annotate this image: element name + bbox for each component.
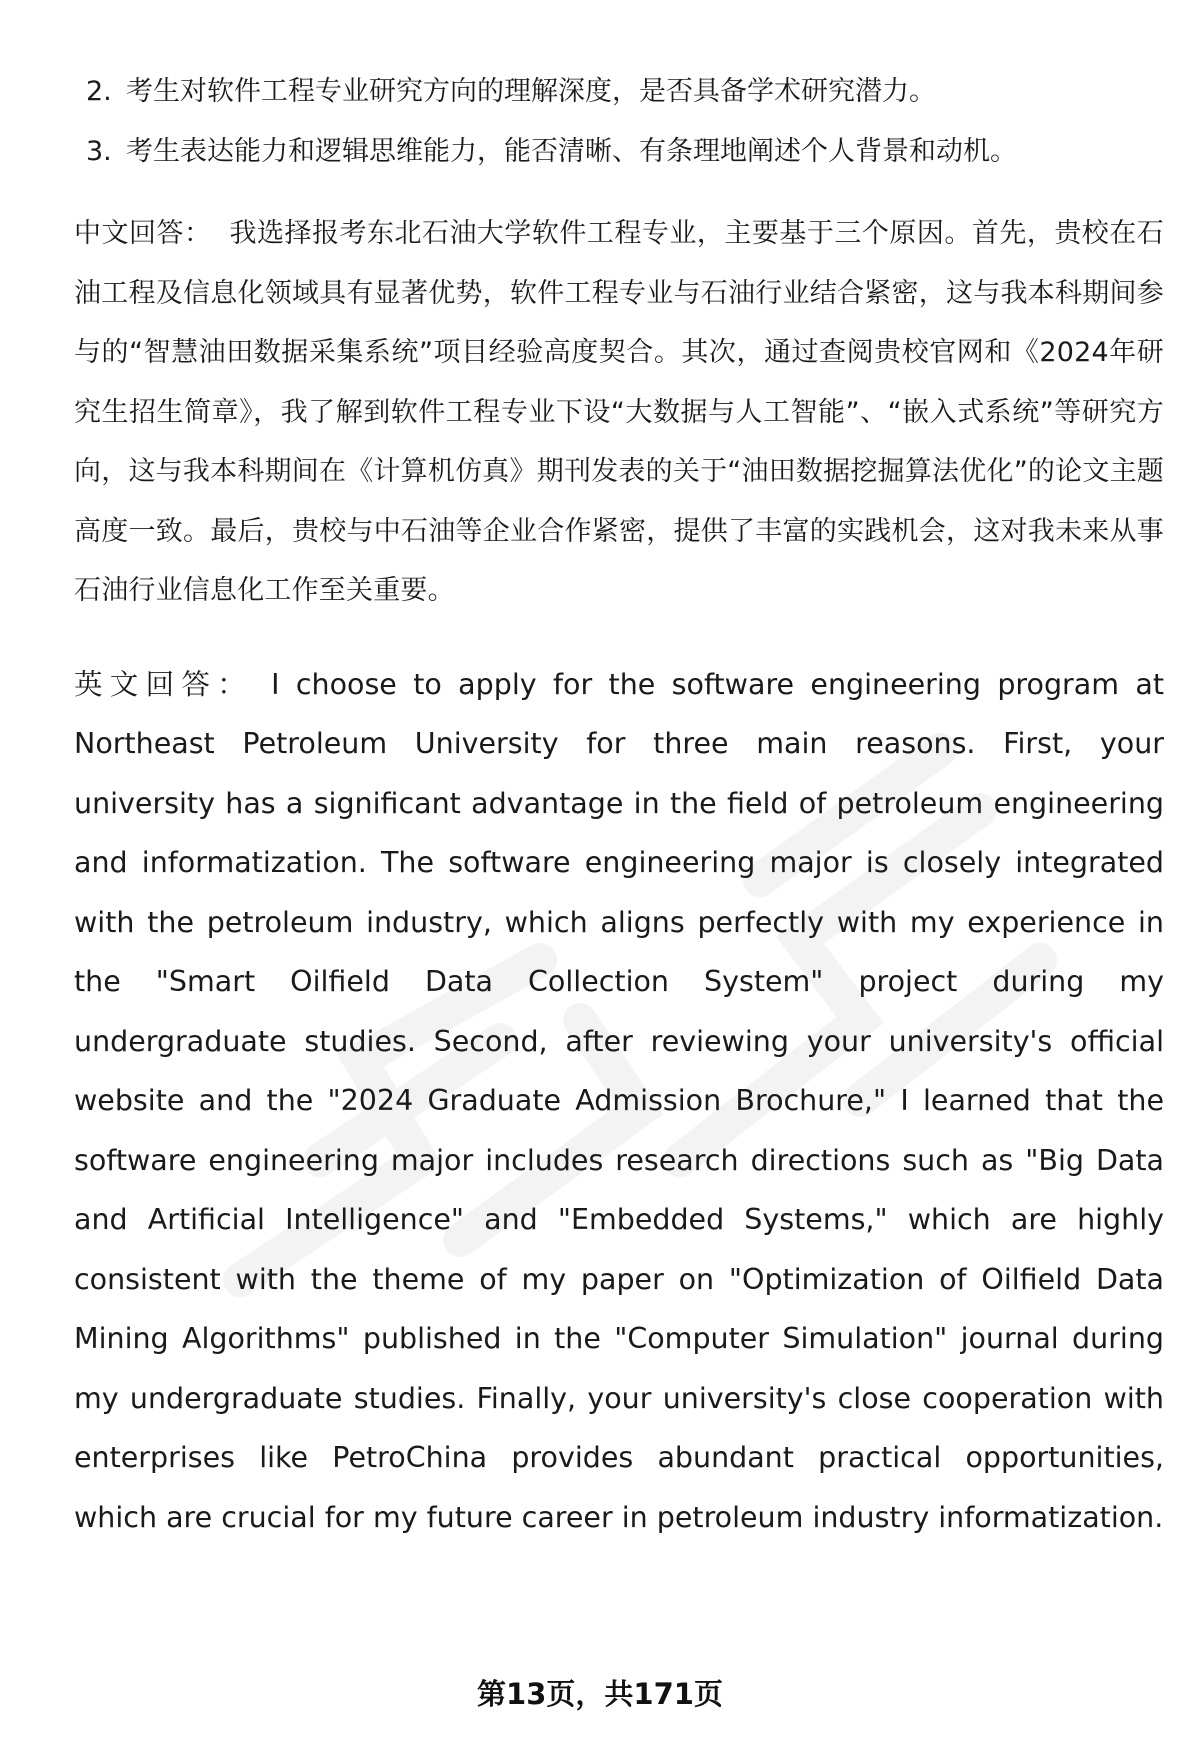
page-number-footer: 第13页，共171页 [477, 1677, 723, 1711]
chinese-answer-label: 中文回答： [74, 218, 212, 249]
list-item-number: 3. [86, 136, 112, 167]
list-item [74, 122, 1164, 182]
english-answer-label: 英文回答： [74, 667, 254, 701]
list-item [74, 62, 1164, 122]
list-item-text: 考生表达能力和逻辑思维能力，能否清晰、有条理地阐述个人背景和动机。 [126, 136, 1017, 167]
list-item-number: 2. [86, 76, 112, 107]
chinese-answer-paragraph [74, 204, 1164, 621]
list-item-text: 考生对软件工程专业研究方向的理解深度，是否具备学术研究潜力。 [126, 76, 936, 107]
chinese-answer-text: 我选择报考东北石油大学软件工程专业，主要基于三个原因。首先，贵校在石油工程及信息化领域具有显著优势，软件工程专业与石油行业结合紧密，这与我本科期间参与的“智慧油田数据采集系统”项目经验高度契合。其次，通过查阅贵校官网和《2024年研究生招生简章》，我了解到软件工程专业下设“大数据与人工智能”、“嵌入式系统”等研究方向，这与我本科期间在《计算机仿真》期刊发表的关于“油田数据挖掘算法优化”的论文主题高度一致。最后，贵校与中石油等企业合作紧密，提供了丰富的实践机会，这对我未来从事石油行业信息化工作至关重要。 [74, 218, 1164, 606]
criteria-list [74, 62, 1164, 182]
english-answer-paragraph [74, 655, 1164, 1548]
main-content [74, 62, 1164, 1547]
english-answer-text: I choose to apply for the software engineering program at Northeast Petroleum University for three main reasons. First, your university has a significant advantage in the field of petroleum engineering and informatization. The software engineering major is closely integrated with the petroleum industry, which aligns perfectly with my experience in the "Smart Oilfield Data Collection System" project during my undergraduate studies. Second, after reviewing your university's official website and the "2024 Graduate Admission Brochure," I learned that the software engineering major includes research directions such as "Big Data and Artificial Intelligence" and "Embedded Systems," which are highly consistent with the theme of my paper on "Optimization of Oilfield Data Mining Algorithms" published in the "Computer Simulation" journal during my undergraduate studies. Finally, your university's close cooperation with enterprises like PetroChina provides abundant practical opportunities, which are crucial for my future career in petroleum industry informatization. [74, 667, 1164, 1534]
